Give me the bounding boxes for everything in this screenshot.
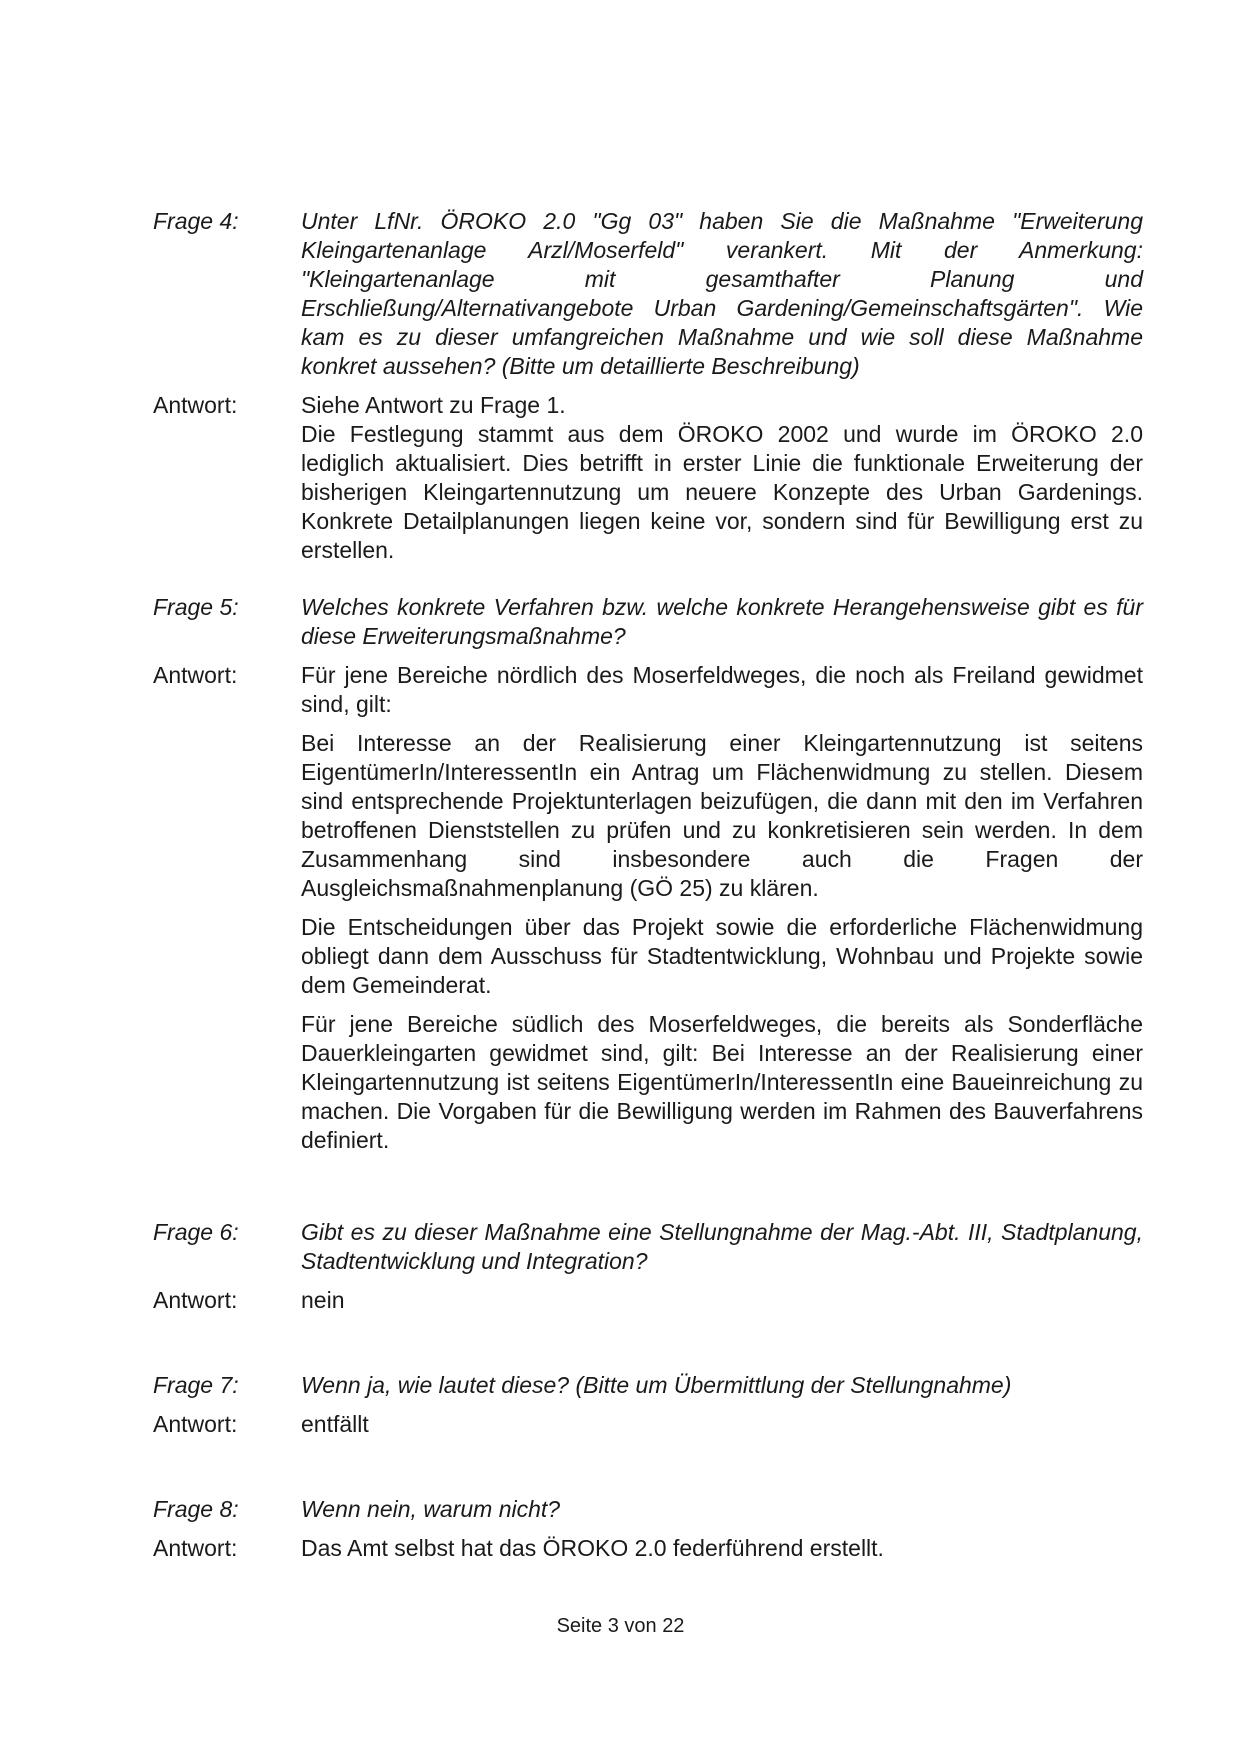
answer-paragraph: Für jene Bereiche nördlich des Moserfeldweges, die noch als Freiland gewidmet sind, gilt: [301,662,1143,717]
question-row [153,207,1143,381]
answer-row [153,1534,1143,1563]
question-label: Frage 4: [153,208,239,234]
question-text: Wenn ja, wie lautet diese? (Bitte um Übermittlung der Stellungnahme) [301,1372,1012,1398]
answer-label: Antwort: [153,1535,238,1561]
answer-text [301,391,1143,565]
answer-row [153,1410,1143,1439]
answer-paragraph: Bei Interesse an der Realisierung einer Kleingartennutzung ist seitens EigentümerIn/InteressentIn ein Antrag um Flächenwidmung zu stellen. Diesem sind entsprechende Projektunterlagen beizufügen, die dann mit den im Verfahren betroffenen Dienststellen zu prüfen und zu konkretisieren sein werden. In dem Zusammenhang sind insbesondere auch die Fragen der Ausgleichsmaßnahmenplanung (GÖ 25) zu klären. [301,730,1143,901]
question-text: Wenn nein, warum nicht? [301,1496,561,1522]
answer-text: Das Amt selbst hat das ÖROKO 2.0 federführend erstellt. [301,1535,884,1561]
answer-text [301,661,1143,1155]
answer-label: Antwort: [153,1287,238,1313]
question-row [153,1218,1143,1276]
qa-block-8 [153,1495,1143,1563]
question-text: Gibt es zu dieser Maßnahme eine Stellungnahme der Mag.-Abt. III, Stadtplanung, Stadtentwicklung und Integration? [301,1219,1143,1274]
question-label: Frage 7: [153,1372,239,1398]
question-text: Welches konkrete Verfahren bzw. welche konkrete Herangehensweise gibt es für diese Erweiterungsmaßnahme? [301,594,1143,649]
question-label: Frage 8: [153,1496,239,1522]
page-number: Seite 3 von 22 [556,1615,685,1637]
answer-label: Antwort: [153,392,238,418]
answer-text: nein [301,1287,345,1313]
answer-paragraph: Siehe Antwort zu Frage 1. [301,392,566,418]
answer-row [153,1286,1143,1315]
answer-row [153,391,1143,565]
answer-label: Antwort: [153,662,238,688]
answer-row [153,661,1143,1155]
qa-block-4 [153,207,1143,565]
answer-label: Antwort: [153,1411,238,1437]
answer-paragraph: Die Festlegung stammt aus dem ÖROKO 2002 und wurde im ÖROKO 2.0 lediglich aktualisiert. Dies betrifft in erster Linie die funktionale Erweiterung der bisherigen Kleingartennutzung um neuere Konzepte des Urban Gardenings. Konkrete Detailplanungen liegen keine vor, sondern sind für Bewilligung erst zu erstellen. [301,421,1143,563]
question-row [153,1495,1143,1524]
question-label: Frage 6: [153,1219,239,1245]
qa-block-5 [153,593,1143,1155]
question-row [153,593,1143,651]
qa-block-6 [153,1218,1143,1315]
question-label: Frage 5: [153,594,239,620]
answer-paragraph: Für jene Bereiche südlich des Moserfeldweges, die bereits als Sonderfläche Dauerkleingarten gewidmet sind, gilt: Bei Interesse an der Realisierung einer Kleingartennutzung ist seitens EigentümerIn/InteressentIn eine Baueinreichung zu machen. Die Vorgaben für die Bewilligung werden im Rahmen des Bauverfahrens definiert. [301,1011,1143,1153]
answer-text: entfällt [301,1411,369,1437]
answer-paragraph: Die Entscheidungen über das Projekt sowie die erforderliche Flächenwidmung obliegt dann dem Ausschuss für Stadtentwicklung, Wohnbau und Projekte sowie dem Gemeinderat. [301,914,1143,998]
question-row [153,1371,1143,1400]
qa-block-7 [153,1371,1143,1439]
question-text: Unter LfNr. ÖROKO 2.0 "Gg 03" haben Sie die Maßnahme "Erweiterung Kleingartenanlage Arzl/Moserfeld" verankert. Mit der Anmerkung: "Kleingartenanlage mit gesamthafter Planung und Erschließung/Alternativangebote Urban Gardening/Gemeinschaftsgärten". Wie kam es zu dieser umfangreichen Maßnahme und wie soll diese Maßnahme konkret aussehen? (Bitte um detaillierte Beschreibung) [301,208,1143,379]
